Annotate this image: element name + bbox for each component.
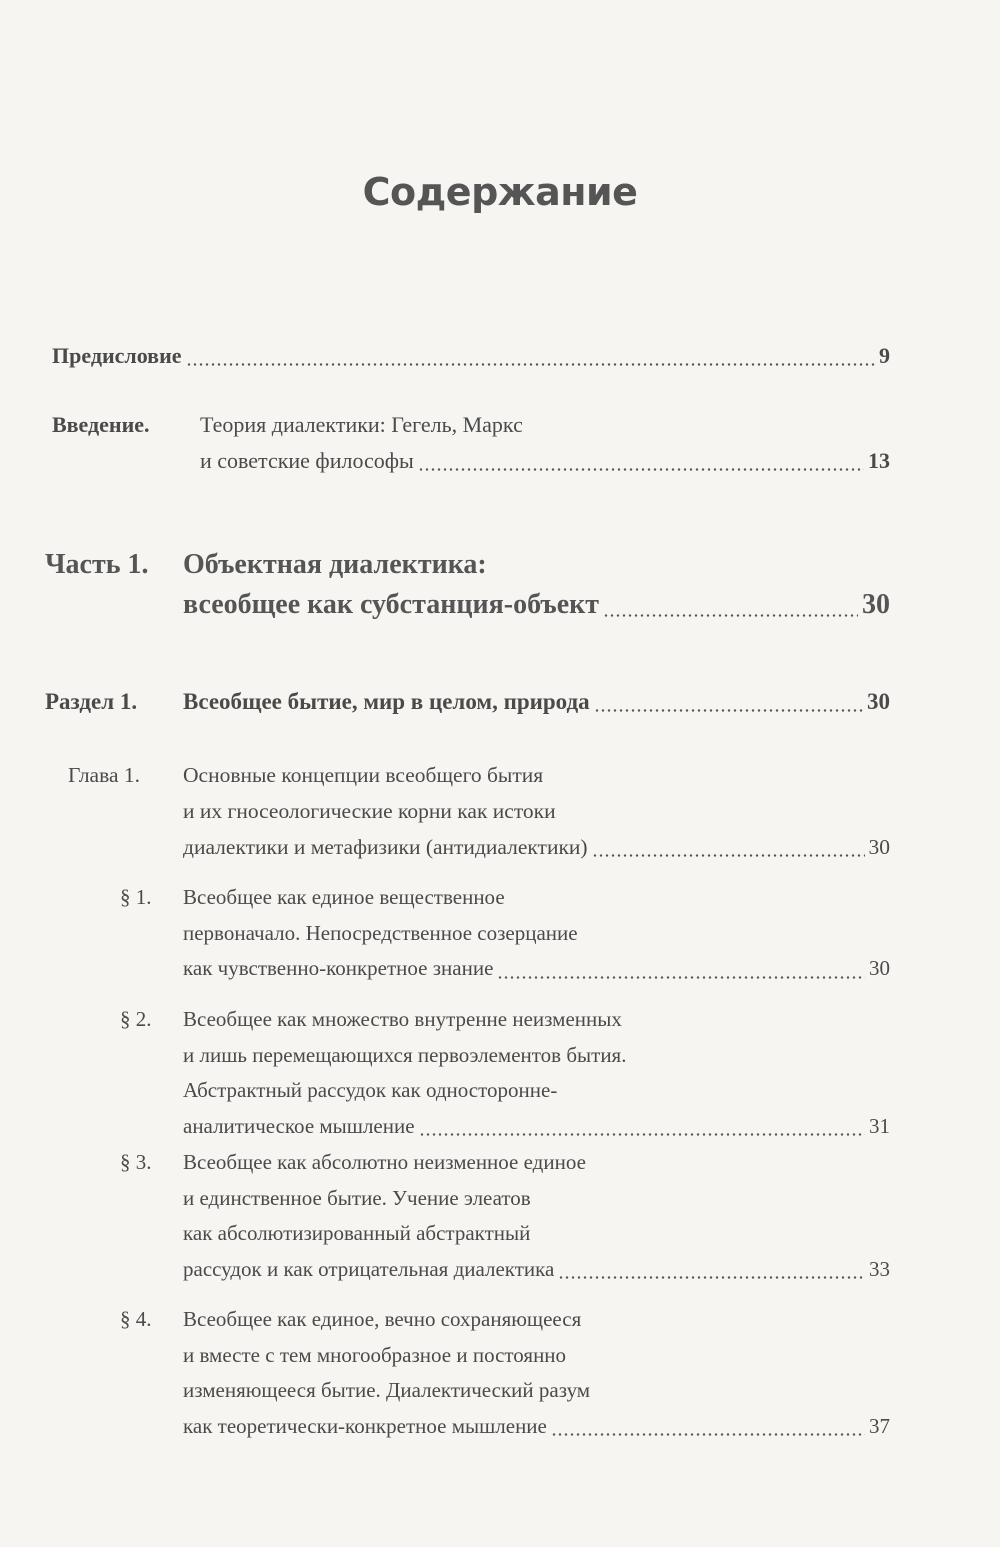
entry-label: § 3. — [120, 1150, 152, 1174]
entry-label: § 1. — [120, 885, 152, 909]
entry-last-line — [183, 951, 890, 987]
page-number: 37 — [869, 1413, 890, 1438]
dot-leader — [419, 1133, 865, 1136]
page-number: 30 — [869, 956, 890, 980]
toc-entry-intro[interactable] — [52, 407, 890, 479]
page-number: 9 — [879, 343, 890, 368]
page-number: 30 — [862, 589, 890, 620]
entry-title-line: первоначало. Непосредственное созерцание — [183, 920, 578, 945]
entry-title-line: как теоретически-конкретное мышление — [183, 1413, 547, 1438]
entry-label: Раздел 1. — [45, 689, 138, 714]
entry-last-line — [183, 684, 890, 720]
entry-title-line: аналитическое мышление — [183, 1113, 415, 1138]
entry-last-line — [52, 338, 890, 374]
entry-title — [200, 407, 890, 479]
entry-title-line: Всеобщее как единое вещественное — [183, 885, 505, 909]
dot-leader — [418, 468, 864, 471]
page-title: Содержание — [362, 170, 638, 214]
entry-last-line — [183, 1252, 890, 1288]
toc-entry-par3[interactable] — [120, 1145, 890, 1287]
entry-title-line: рассудок и как отрицательная диалектика — [183, 1256, 555, 1281]
page-number: 30 — [868, 835, 890, 859]
dot-leader — [497, 976, 865, 979]
entry-title-line: Абстрактный рассудок как односторонне- — [183, 1078, 558, 1102]
entry-title-line: и советские философы — [200, 448, 414, 473]
page-number: 33 — [869, 1256, 890, 1281]
toc-entry-part1[interactable] — [45, 545, 890, 625]
page-number: 30 — [867, 689, 890, 714]
dot-leader — [594, 709, 863, 712]
entry-title-line: Объектная диалектика: — [183, 549, 487, 580]
entry-title-line: всеобщее как субстанция-объект — [183, 589, 600, 620]
entry-title-line: Всеобщее как единое, вечно сохраняющееся — [183, 1307, 582, 1331]
entry-last-line — [183, 585, 890, 625]
entry-title — [183, 684, 890, 720]
entry-label: Введение. — [52, 412, 150, 437]
entry-title-line: изменяющееся бытие. Диалектический разум — [183, 1378, 591, 1402]
entry-last-line — [183, 1109, 890, 1145]
entry-title — [183, 880, 890, 987]
dot-leader — [186, 363, 875, 366]
entry-title-line: Основные концепции всеобщего бытия — [183, 763, 544, 787]
entry-title-line: и единственное бытие. Учение элеатов — [183, 1185, 531, 1210]
entry-last-line — [200, 443, 890, 479]
dot-leader — [603, 614, 858, 617]
entry-last-line — [183, 829, 890, 865]
entry-title — [183, 757, 890, 865]
page-number: 31 — [869, 1113, 890, 1138]
entry-last-line — [183, 1409, 890, 1445]
entry-title-line: Теория диалектики: Гегель, Маркс — [200, 412, 523, 437]
entry-label: Предисловие — [52, 343, 182, 368]
entry-title — [183, 1145, 890, 1287]
entry-title — [183, 1002, 890, 1144]
entry-title-line: диалектики и метафизики (антидиалектики) — [183, 835, 588, 859]
toc-entry-preface[interactable] — [52, 338, 890, 374]
entry-title — [183, 1302, 890, 1444]
entry-title-line: и лишь перемещающихся первоэлементов бытия. — [183, 1042, 627, 1067]
entry-label: Часть 1. — [45, 549, 149, 580]
entry-title — [183, 545, 890, 625]
entry-title-line: и их гносеологические корни как истоки — [183, 799, 556, 823]
dot-leader — [592, 854, 865, 857]
toc-entry-par2[interactable] — [120, 1002, 890, 1144]
entry-label: § 4. — [120, 1307, 152, 1331]
page-number: 13 — [868, 448, 890, 473]
toc-entry-section1[interactable] — [45, 684, 890, 720]
dot-leader — [558, 1276, 865, 1279]
entry-label: § 2. — [120, 1007, 152, 1031]
entry-title-line: и вместе с тем многообразное и постоянно — [183, 1342, 567, 1367]
toc-entry-chapter1[interactable] — [68, 757, 890, 865]
entry-title-line: Всеобщее как множество внутренне неизменных — [183, 1007, 622, 1031]
entry-label: Глава 1. — [68, 763, 140, 787]
toc-entry-par4[interactable] — [120, 1302, 890, 1444]
dot-leader — [551, 1433, 865, 1436]
entry-title-line: Всеобщее бытие, мир в целом, природа — [183, 689, 590, 714]
entry-title-line: Всеобщее как абсолютно неизменное единое — [183, 1150, 586, 1174]
entry-title-line: как абсолютизированный абстрактный — [183, 1221, 531, 1245]
toc-entry-par1[interactable] — [120, 880, 890, 987]
entry-title-line: как чувственно-конкретное знание — [183, 956, 494, 980]
